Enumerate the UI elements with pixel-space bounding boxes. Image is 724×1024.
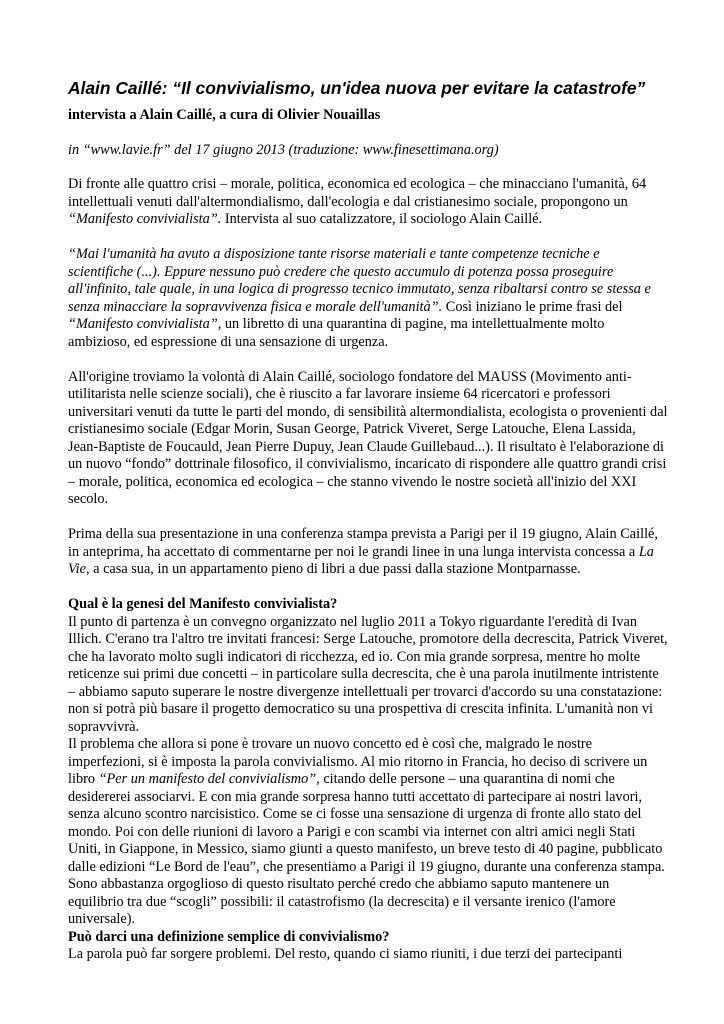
origin-paragraph: All'origine troviamo la volontà di Alain Caillé, sociologo fondatore del MAUSS (Movimento anti-utilitarista nelle scienze sociali), che è riuscito a far lavorare insieme 64 ricercatori e professori universitari venuti da tutte le parti del mondo, di sensibilità altermondialista, ecologista o provenienti dal cristianesimo sociale (Edgar Morin, Susan George, Patrick Viveret, Serge Latouche, Elena Lassida, Jean-Baptiste de Foucauld, Jean Pierre Dupuy, Jean Claude Guillebaud...). Il risultato è l'elaborazione di un nuovo “fondo” dottrinale filosofico, il convivialismo, incaricato di rispondere alle quattro grandi crisi – morale, politica, economica ed ecologica – che stanno vivendo le nostre società all'inizio del XXI secolo. [68,368,668,507]
answer-1-paragraph-1: Il punto di partenza è un convegno organizzato nel luglio 2011 a Tokyo riguardante l'eredità di Ivan Illich. C'erano tra l'altro tre invitati francesi: Serge Latouche, promotore della decrescita, Patrick Viveret, che ha lavorato molto sugli indicatori di ricchezza, ed io. Con mia grande sorpresa, mentre ho molte reticenze sui primi due concetti – in particolare sulla decrescita, che è una parola inutilmente intristente – abbiamo saputo superare le nostre divergenze intellettuali per trovarci d'accordo su una constatazione: non si potrà più basare il progetto democratico su una prospettiva di crescita infinita. L'umanità non vi sopravvivrà. [68,613,668,735]
document-title: Alain Caillé: “Il convivialismo, un'idea nuova per evitare la catastrofe” [68,78,646,98]
quote-paragraph: “Mai l'umanità ha avuto a disposizione tante risorse materiali e tante competenze tecniche e scientifiche (...). Eppure nessuno può credere che questo accumulo di potenza possa proseguire all'infinito, tale quale, in una logica di progresso tecnico immutato, senza ribaltarsi contro se stessa e senza minacciare la sopravvivenza fisica e morale dell'umanità”. Così iniziano le prime frasi del “Manifesto convivialista”, un libretto di una quarantina di pagine, ma intellettualmente molto ambizioso, ed espressione di una sensazione di urgenza. [68,246,651,350]
question-2: Può darci una definizione semplice di convivialismo? [68,928,390,945]
intro-paragraph: Di fronte alle quattro crisi – morale, politica, economica ed ecologica – che minacciano l'umanità, 64 intellettuali venuti dall'altermondialismo, dall'ecologia e dal cristianesimo sociale, propongono un “Manifesto convivialista”. Intervista al suo catalizzatore, il sociologo Alain Caillé. [68,176,647,227]
document-page [68,78,668,964]
question-1: Qual è la genesi del Manifesto convivialista? [68,596,338,612]
press-paragraph: Prima della sua presentazione in una conferenza stampa prevista a Parigi per il 19 giugno, Alain Caillé, in anteprima, ha accettato di commentarne per noi le grandi linee in una lunga intervista concessa a La Vie, a casa sua, in un appartamento pieno di libri a due passi dalla stazione Montparnasse. [68,526,658,577]
manifesto-quote: “Mai l'umanità ha avuto a disposizione tante risorse materiali e tante competenze tecniche e scientifiche (...). Eppure nessuno può credere che questo accumulo di potenza possa proseguire all'infinito, tale quale, in una logica di progresso tecnico immutato, senza ribaltarsi contro se stessa e senza minacciare la sopravvivenza fisica e morale dell'umanità”. [68,246,651,315]
document-source: in “www.lavie.fr” del 17 giugno 2013 (traduzione: www.finesettimana.org) [68,141,499,158]
answer-2-paragraph-1: La parola può far sorgere problemi. Del resto, quando ci siamo riuniti, i due terzi dei partecipanti [68,946,623,962]
document-subtitle: intervista a Alain Caillé, a cura di Olivier Nouaillas [68,107,381,123]
answer-1-paragraph-2: Il problema che allora si pone è trovare un nuovo concetto ed è così che, malgrado le nostre imperfezioni, si è imposta la parola convivialismo. Al mio ritorno in Francia, ho deciso di scrivere un libro “Per un manifesto del convivialismo”, citando delle persone – una quarantina di nomi che desidererei associarvi. E con mia grande sorpresa hanno tutti accettato di partecipare ai nostri lavori, senza alcuno scontro narcisistico. Come se ci fosse una sensazione di urgenza di fronte allo stato del mondo. Poi con delle riunioni di lavoro a Parigi e con scambi via internet con altri amici negli Stati Uniti, in Giappone, in Messico, siamo giunti a questo manifesto, un breve testo di 40 pagine, pubblicato dalle edizioni “Le Bord de l'eau”, che presentiamo a Parigi il 19 giugno, durante una conferenza stampa. Sono abbastanza orgoglioso di questo risultato perché credo che abbiamo saputo mantenere un equilibrio tra due “scogli” possibili: il catastrofismo (la decrescita) e il versante irenico (l'amore universale). [68,736,665,927]
